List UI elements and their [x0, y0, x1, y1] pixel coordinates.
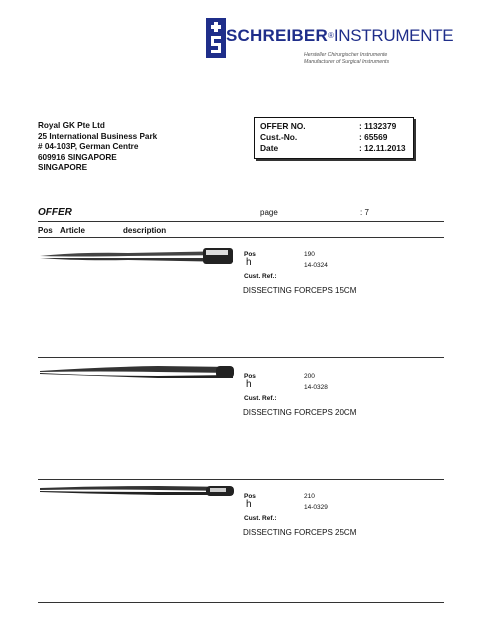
divider [38, 479, 444, 480]
tagline-german: Hersteller Chirurgischer Instrumente [304, 52, 388, 58]
pos-label: Pos [244, 493, 256, 500]
list-item [38, 484, 444, 608]
pos-number: 190 [304, 251, 315, 258]
page-number: : 7 [360, 208, 369, 217]
list-item [38, 242, 444, 366]
forceps-20cm-image [38, 364, 238, 394]
article-number: 14-0329 [304, 504, 328, 511]
article-symbol: h [246, 499, 252, 510]
column-header-description: description [123, 226, 167, 235]
article-symbol: h [246, 379, 252, 390]
company-logo [206, 18, 454, 76]
divider [38, 602, 444, 603]
offer-number-value: : 1132379 [359, 121, 397, 131]
pos-label: Pos [244, 373, 256, 380]
column-header-article: Article [60, 226, 85, 235]
customer-reference-label: Cust. Ref.: [244, 515, 277, 522]
customer-number-value: : 65569 [359, 132, 388, 142]
item-description: DISSECTING FORCEPS 15CM [243, 286, 357, 295]
customer-address [38, 121, 157, 174]
offer-info-box [254, 117, 414, 159]
address-line: 25 International Business Park [38, 131, 158, 141]
pos-number: 210 [304, 493, 315, 500]
divider [38, 221, 444, 222]
list-item [38, 364, 444, 488]
article-symbol: h [246, 257, 252, 268]
item-description: DISSECTING FORCEPS 25CM [243, 528, 357, 537]
address-line: # 04-103P, German Centre [38, 142, 139, 152]
logo-tagline [304, 52, 389, 65]
tagline-english: Manufacturer of Surgical Instruments [304, 58, 390, 65]
date-label: Date [260, 143, 279, 153]
item-description: DISSECTING FORCEPS 20CM [243, 408, 357, 417]
date-value: : 12.11.2013 [359, 143, 406, 153]
column-header-pos: Pos [38, 226, 53, 235]
address-line: Royal GK Pte Ltd [38, 121, 105, 130]
article-number: 14-0328 [304, 384, 328, 391]
divider [38, 357, 444, 358]
customer-number-label: Cust.-No. [260, 132, 298, 142]
forceps-15cm-image [38, 242, 238, 272]
address-line: SINGAPORE [38, 163, 88, 173]
customer-reference-label: Cust. Ref.: [244, 273, 277, 280]
customer-reference-label: Cust. Ref.: [244, 395, 277, 402]
offer-number-label: OFFER NO. [260, 121, 306, 131]
pos-label: Pos [244, 251, 256, 258]
document-title: OFFER [38, 207, 72, 218]
article-number: 14-0324 [304, 262, 328, 269]
divider [38, 237, 444, 238]
logo-emblem-icon [206, 18, 226, 58]
logo-wordmark: SCHREIBER®INSTRUMENTE [226, 26, 454, 45]
forceps-25cm-image [38, 484, 238, 514]
pos-number: 200 [304, 373, 315, 380]
address-line: 609916 SINGAPORE [38, 152, 117, 162]
page-label: page [260, 208, 278, 217]
